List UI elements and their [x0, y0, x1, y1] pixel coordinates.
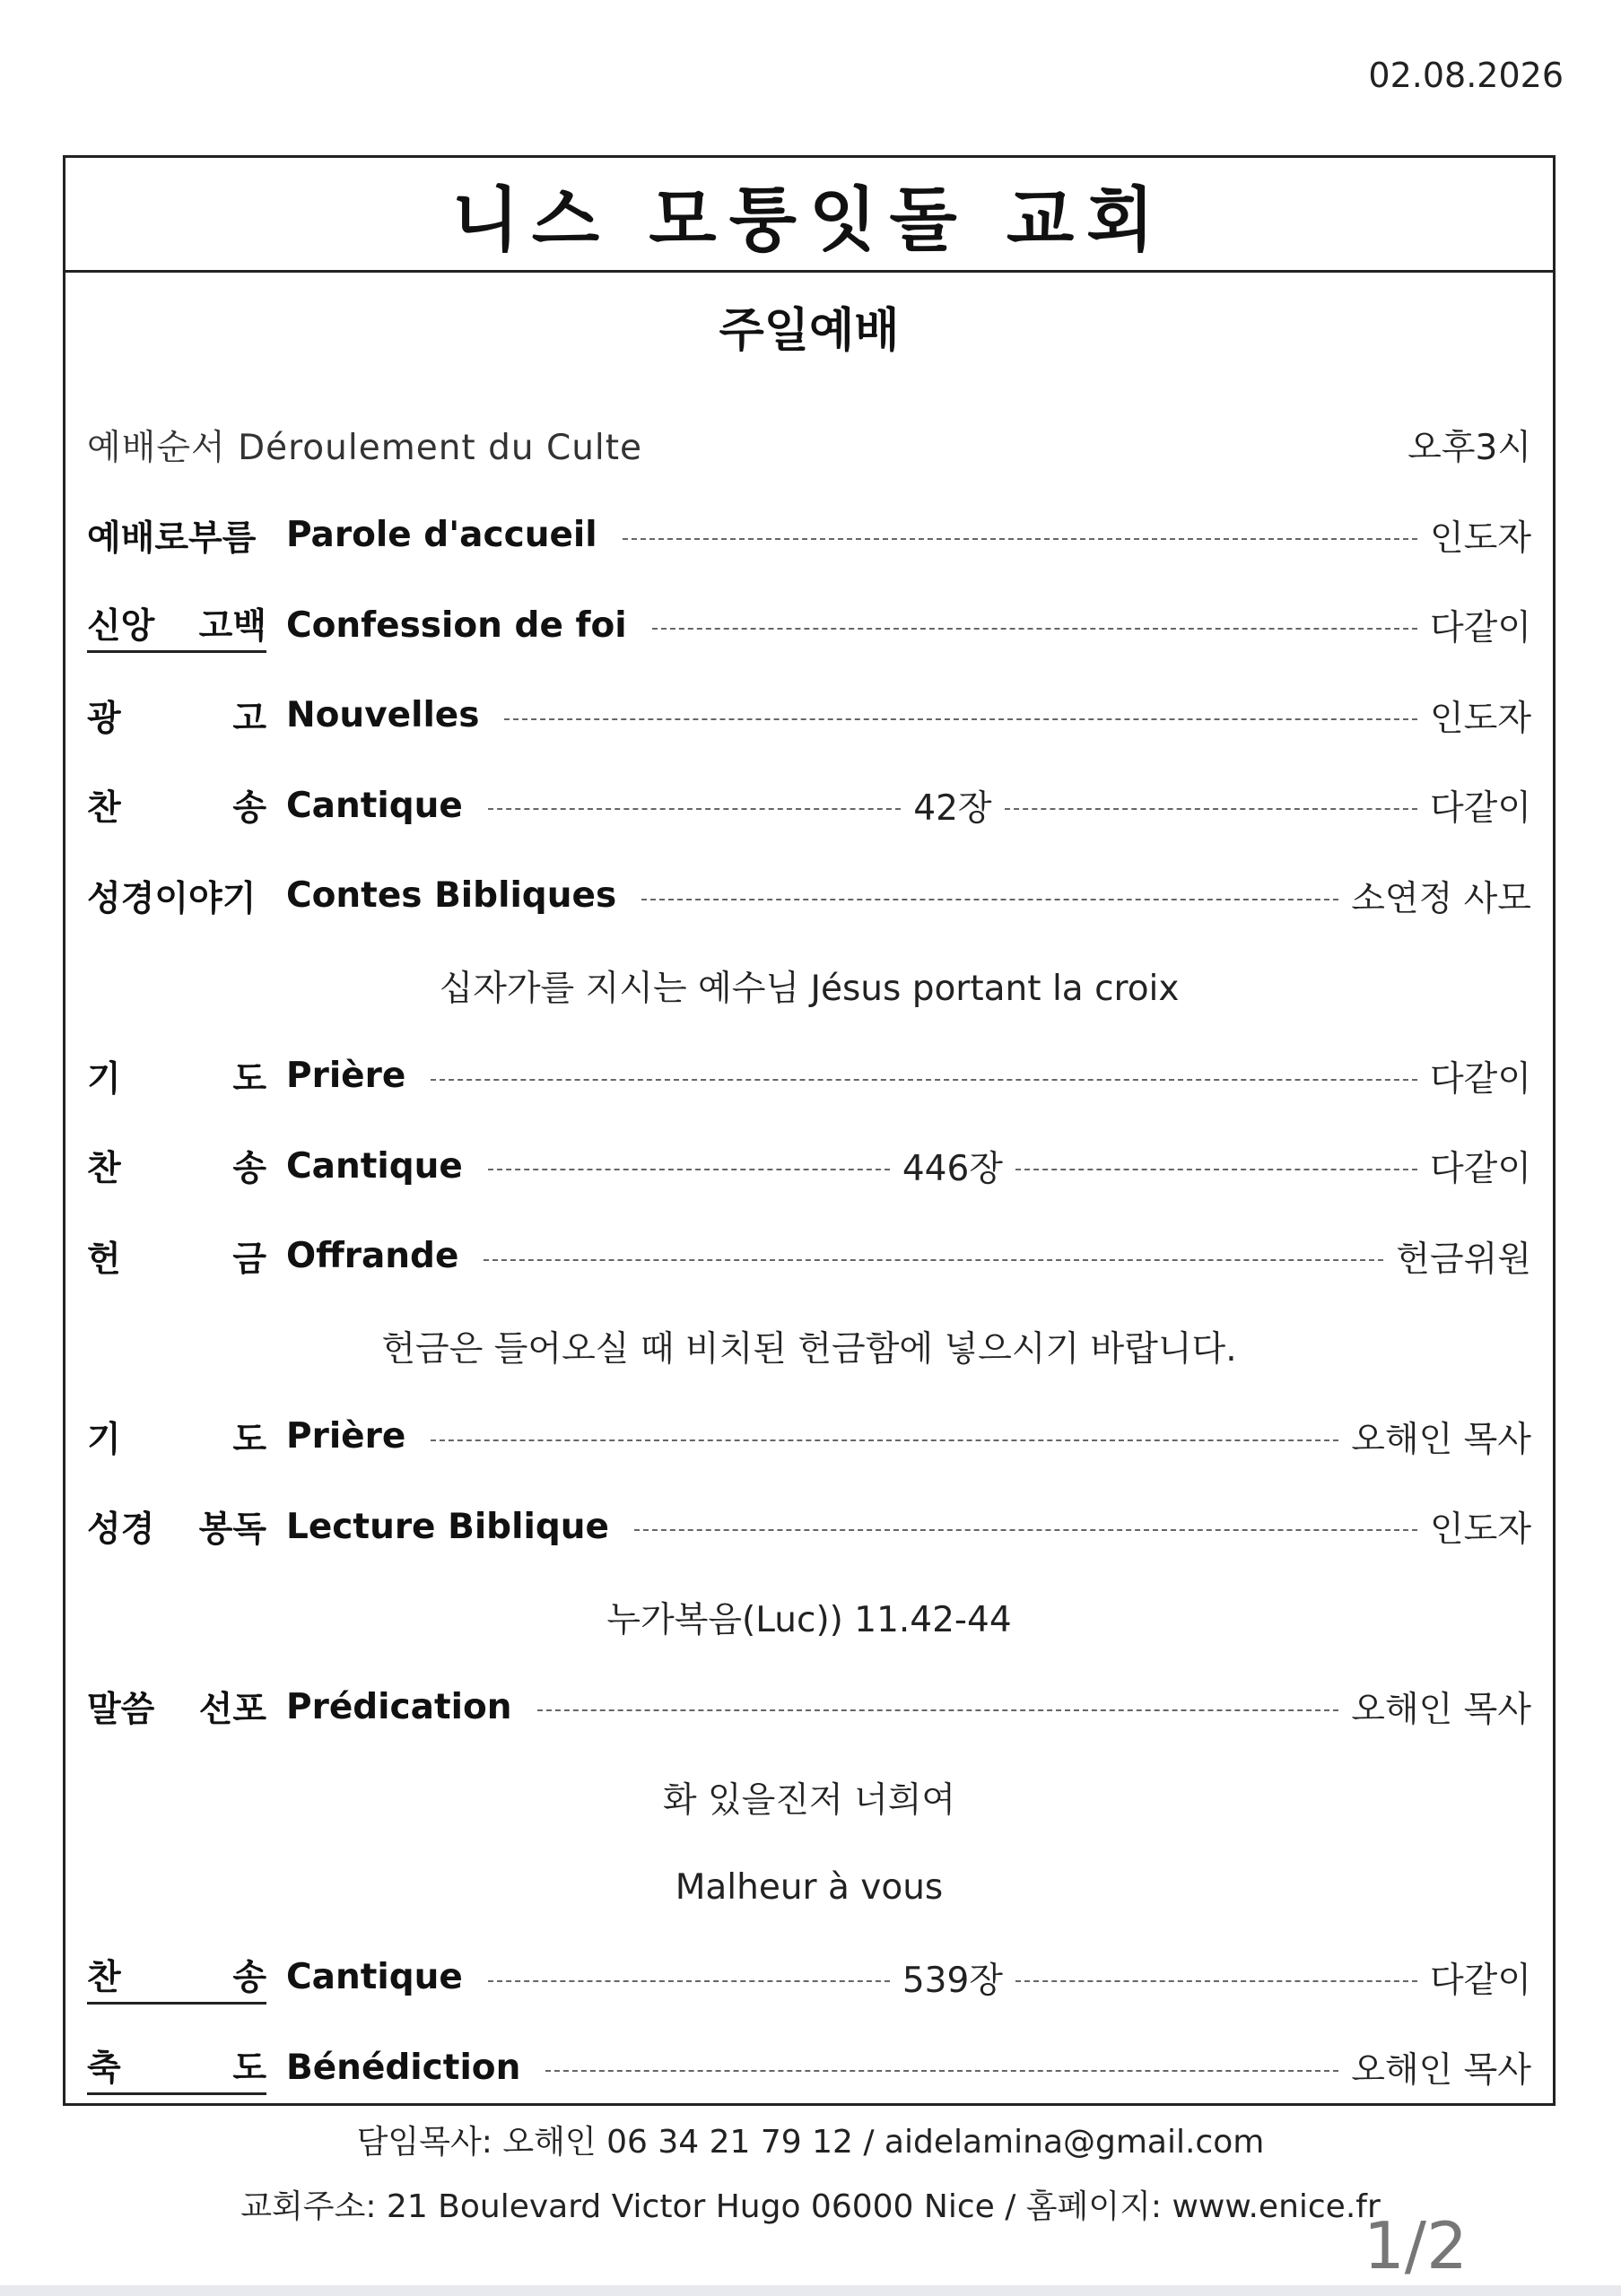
item-ko-label [87, 1412, 266, 1462]
dotted-leader [488, 808, 901, 810]
dotted-leader [641, 899, 1338, 900]
item-fr-label: Offrande [286, 1236, 459, 1277]
item-ko-label [87, 1950, 266, 2005]
dotted-leader [431, 1079, 1417, 1081]
pastor-contact: 담임목사: 오해인 06 34 21 79 12 / aidelamina@gmail.com [356, 2124, 1265, 2161]
item-fr-label: Prière [286, 1416, 406, 1457]
dotted-leader [484, 1259, 1383, 1261]
scripture-reference: 누가복음(Luc)) 11.42-44 [606, 1599, 1012, 1640]
item-fr-label: Cantique [286, 785, 463, 826]
order-item [87, 761, 1531, 851]
item-ko-label-b: 송 [232, 1149, 266, 1190]
item-ko-label-a: 찬 [87, 788, 121, 830]
item-ko-label [87, 598, 266, 653]
sermon-title-fr: Malheur à vous [675, 1866, 944, 1908]
order-item [87, 1212, 1531, 1302]
item-ko-label [87, 1501, 266, 1552]
order-item [87, 1662, 1531, 1752]
item-fr-label: Cantique [286, 1145, 463, 1187]
item-leader: 소연정 사모 [1351, 878, 1531, 919]
dotted-leader [488, 1980, 890, 1982]
item-ko-label-b: 도 [232, 2048, 266, 2089]
item-ko-label-a: 신앙 [87, 605, 155, 647]
item-ko-label [87, 510, 266, 561]
order-item [87, 2022, 1531, 2113]
order-item [87, 1121, 1531, 1212]
dotted-leader [504, 718, 1416, 720]
church-name: 니스 모퉁잇돌 교회 [65, 158, 1553, 273]
offering-note: 헌금은 들어오실 때 비치된 헌금함에 넣으시기 바랍니다. [381, 1329, 1237, 1370]
item-ko-label-a: 예배로부름 [87, 517, 257, 559]
hymn-number: 446장 [902, 1149, 1003, 1190]
order-item [87, 580, 1531, 671]
item-ko-label [87, 1231, 266, 1282]
item-ko-label-a: 찬 [87, 1149, 121, 1190]
viewer-bottom-bar [0, 2285, 1621, 2296]
item-ko-label-b: 선포 [198, 1690, 266, 1731]
item-ko-label-b: 봉독 [198, 1509, 266, 1551]
order-item [87, 491, 1531, 581]
item-ko-label-b: 도 [232, 1419, 266, 1460]
item-fr-label: Parole d'accueil [286, 515, 597, 556]
item-fr-label: Lecture Biblique [286, 1506, 609, 1547]
item-ko-label-b: 고 [232, 698, 266, 739]
order-item [87, 1392, 1531, 1483]
hymn-number: 539장 [902, 1960, 1003, 2001]
item-fr-label: Contes Bibliques [286, 875, 617, 917]
item-ko-label-b: 송 [232, 788, 266, 830]
item-ko-label-a: 성경 [87, 1509, 155, 1551]
order-item [87, 851, 1531, 942]
dotted-leader [652, 628, 1417, 630]
dotted-leader [623, 538, 1417, 540]
hymn-number: 42장 [913, 788, 992, 830]
item-ko-label [87, 691, 266, 741]
item-leader: 다같이 [1429, 1960, 1532, 2001]
item-leader: 다같이 [1429, 1058, 1531, 1100]
church-address: 교회주소: 21 Boulevard Victor Hugo 06000 Nice / 홈페이지: www.enice.fr [240, 2188, 1381, 2225]
item-ko-label [87, 780, 266, 831]
dotted-leader [1015, 1169, 1417, 1170]
item-ko-label-a: 기 [87, 1058, 121, 1100]
item-fr-label: Confession de foi [286, 604, 627, 646]
item-leader: 다같이 [1429, 1149, 1532, 1190]
item-leader: 오해인 목사 [1351, 2050, 1531, 2092]
item-leader: 오해인 목사 [1351, 1690, 1531, 1731]
service-title: 주일예배 [719, 304, 900, 358]
item-fr-label: Prédication [286, 1686, 512, 1727]
item-ko-label-b: 고백 [198, 605, 266, 647]
item-ko-label-b: 금 [232, 1239, 266, 1280]
item-ko-label-a: 말씀 [87, 1690, 155, 1731]
item-ko-label [87, 1682, 266, 1732]
item-leader: 오해인 목사 [1351, 1419, 1531, 1460]
dotted-leader [431, 1439, 1338, 1441]
item-ko-label [87, 1051, 266, 1101]
item-ko-label [87, 871, 266, 921]
dotted-leader [1005, 808, 1417, 810]
item-ko-label [87, 2040, 266, 2095]
item-ko-label-b: 도 [232, 1058, 266, 1100]
item-ko-label-a: 축 [87, 2048, 121, 2089]
bulletin-date: 02.08.2026 [1368, 56, 1564, 95]
dotted-leader [545, 2070, 1338, 2072]
order-item [87, 1933, 1531, 2023]
item-fr-label: Cantique [286, 1957, 463, 1998]
dotted-leader [537, 1709, 1339, 1711]
item-leader: 다같이 [1429, 608, 1531, 649]
item-leader: 다같이 [1429, 788, 1532, 830]
item-ko-label-a: 찬 [87, 1958, 121, 1999]
order-item [87, 1031, 1531, 1122]
sermon-title-ko: 화 있을진저 너희여 [662, 1779, 956, 1821]
item-ko-label-a: 성경이야기 [87, 878, 257, 919]
item-leader: 헌금위원 [1396, 1239, 1531, 1280]
item-fr-label: Nouvelles [286, 695, 480, 736]
item-ko-label-a: 헌 [87, 1239, 121, 1280]
dotted-leader [1015, 1980, 1417, 1982]
page-indicator: 1/2 [1364, 2208, 1468, 2283]
order-header-label: 예배순서 Déroulement du Culte [87, 428, 643, 469]
order-header [87, 400, 1531, 491]
item-leader: 인도자 [1429, 1509, 1531, 1551]
item-ko-label [87, 1141, 266, 1191]
order-item [87, 1482, 1531, 1572]
item-fr-label: Prière [286, 1056, 406, 1097]
item-ko-label-b: 송 [232, 1958, 266, 1999]
dotted-leader [488, 1169, 890, 1170]
item-ko-label-a: 광 [87, 698, 121, 739]
dotted-leader [634, 1529, 1417, 1531]
item-leader: 인도자 [1429, 698, 1531, 739]
item-ko-label-a: 기 [87, 1419, 121, 1460]
item-fr-label: Bénédiction [286, 2047, 521, 2088]
order-item [87, 671, 1531, 761]
service-time: 오후3시 [1407, 428, 1531, 469]
item-leader: 인도자 [1429, 517, 1531, 559]
order-of-worship [87, 400, 1531, 2113]
bible-story-title: 십자가를 지시는 예수님 Jésus portant la croix [439, 969, 1180, 1010]
bulletin-frame [63, 155, 1556, 2106]
